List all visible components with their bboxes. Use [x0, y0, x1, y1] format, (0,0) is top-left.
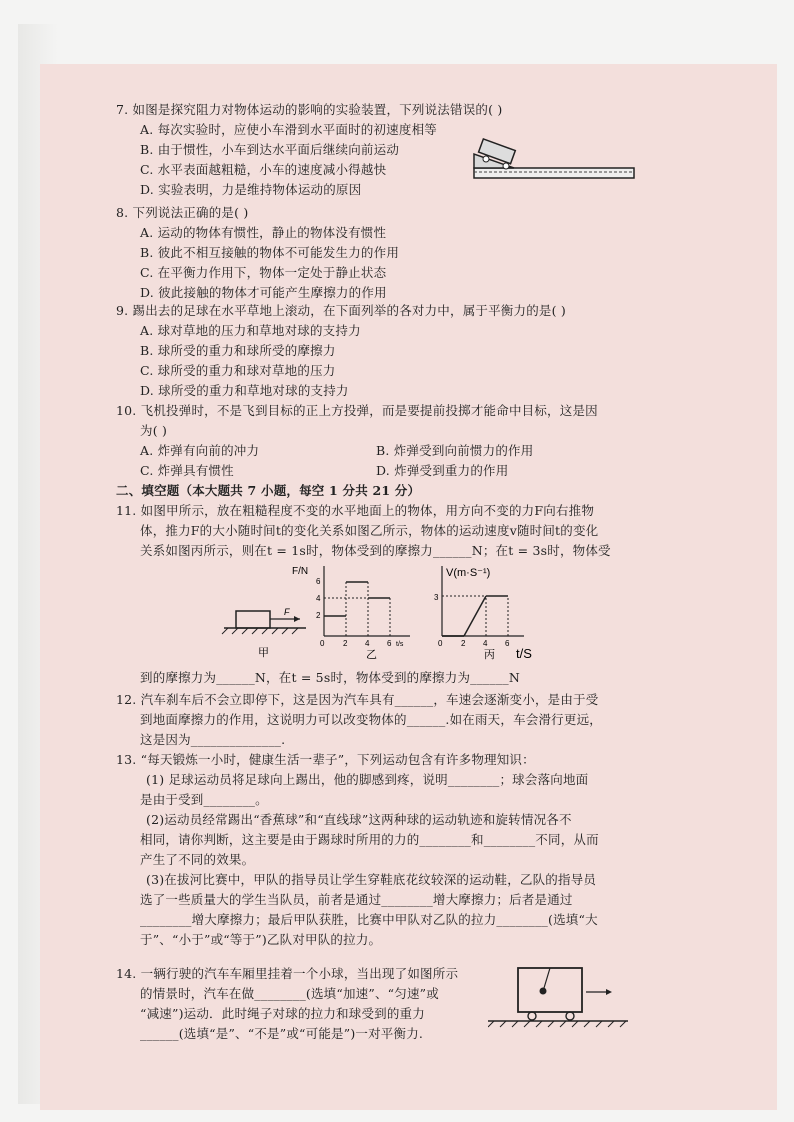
figure-jia	[222, 607, 306, 659]
question-14-line2: 的情景时，汽车在做________(选填“加速”、“匀速”或	[140, 986, 439, 1001]
q10-option-b: B. 炸弹受到向前惯力的作用	[376, 443, 534, 458]
time-axis-label-2: t/S	[516, 646, 532, 661]
question-11-line3: 关系如图丙所示，则在t = 1s时，物体受到的摩擦力______N；在t = 3s时，物体受	[140, 543, 611, 558]
f-tick-6: 6	[316, 577, 321, 586]
f-tick-4: 4	[316, 594, 321, 603]
question-14-line3: “减速”)运动．此时绳子对球的拉力和球受到的重力	[140, 1006, 425, 1021]
label-jia: 甲	[258, 647, 269, 659]
velocity-axis-label: V(m·S⁻¹)	[446, 567, 491, 579]
q13-part2-end: 产生了不同的效果。	[140, 852, 255, 867]
q8-option-a: A. 运动的物体有惯性，静止的物体没有惯性	[140, 225, 387, 240]
vt-tick-6: 6	[505, 639, 510, 648]
q7-option-a: A. 每次实验时，应使小车滑到水平面时的初速度相等	[140, 122, 437, 137]
force-arrow-label: F	[284, 607, 290, 617]
force-axis-label: F/N	[292, 566, 309, 577]
q8-option-b: B. 彼此不相互接触的物体不可能发生力的作用	[140, 245, 400, 260]
vt-tick-0: 0	[438, 639, 443, 648]
question-7: 7. 如图是探究阻力对物体运动的影响的实验装置，下列说法错误的( )	[116, 102, 503, 117]
question-11: 11. 如图甲所示，放在粗糙程度不变的水平地面上的物体，用方向不变的力F向右推物	[116, 503, 595, 518]
q8-option-c: C. 在平衡力作用下，物体一定处于静止状态	[140, 265, 387, 280]
question-10: 10. 飞机投弹时，不是飞到目标的正上方投弹，而是要提前投掷才能命中目标，这是因	[116, 403, 598, 418]
question-14: 14. 一辆行驶的汽车车厢里挂着一个小球，当出现了如图所示	[116, 966, 459, 981]
q13-part1-cont: 是由于受到________。	[140, 792, 268, 807]
time-axis-label: t/s	[396, 641, 404, 648]
vt-tick-4: 4	[483, 639, 488, 648]
question-10-cont: 为( )	[140, 423, 168, 438]
q8-option-d: D. 彼此接触的物体才可能产生摩擦力的作用	[140, 285, 387, 300]
label-bing: 丙	[484, 649, 495, 661]
t-tick-0: 0	[320, 639, 325, 648]
q13-part3-end: 于”、“小于”或“等于”)乙队对甲队的拉力。	[140, 932, 382, 947]
figure-yi-force-graph	[292, 566, 410, 661]
q7-option-c: C. 水平表面越粗糙，小车的速度减小得越快	[140, 162, 387, 177]
q13-part3: (3)在拔河比赛中，甲队的指导员让学生穿鞋底花纹较深的运动鞋，乙队的指导员	[146, 872, 597, 887]
v-tick-3: 3	[434, 593, 439, 602]
question-13: 13. “每天锻炼一小时，健康生活一辈子”，下列运动包含有许多物理知识：	[116, 752, 535, 767]
q11-figures	[220, 562, 550, 664]
t-tick-2: 2	[343, 639, 348, 648]
q13-part2: (2)运动员经常踢出“香蕉球”和“直线球”这两种球的运动轨迹和旋转情况各不	[146, 812, 572, 827]
q13-part3-cont2: ________增大摩擦力；最后甲队获胜，比赛中甲队对乙队的拉力________(选填“大	[140, 912, 598, 927]
figure-bing-velocity-graph	[434, 566, 532, 661]
q13-part2-cont: 相同，请你判断，这主要是由于踢球时所用的力的________和________不同，从而	[140, 832, 599, 847]
t-tick-4: 4	[365, 639, 370, 648]
q10-option-a: A. 炸弹有向前的冲力	[140, 443, 260, 458]
question-12: 12. 汽车刹车后不会立即停下，这是因为汽车具有______，车速会逐渐变小，是由于受	[116, 692, 599, 707]
q7-option-d: D. 实验表明，力是维持物体运动的原因	[140, 182, 362, 197]
question-12-line2: 到地面摩擦力的作用，这说明力可以改变物体的______.如在雨天，车会滑行更远，	[140, 712, 602, 727]
q9-option-a: A. 球对草地的压力和草地对球的支持力	[140, 323, 361, 338]
question-11-line4: 到的摩擦力为______N，在t = 5s时，物体受到的摩擦力为______N	[140, 670, 520, 685]
q9-option-c: C. 球所受的重力和球对草地的压力	[140, 363, 336, 378]
q7-option-b: B. 由于惯性，小车到达水平面后继续向前运动	[140, 142, 400, 157]
f-tick-2: 2	[316, 611, 321, 620]
q9-option-d: D. 球所受的重力和草地对球的支持力	[140, 383, 349, 398]
label-yi: 乙	[366, 649, 377, 661]
question-14-line4: ______(选填“是”、“不是”或“可能是”)一对平衡力.	[140, 1026, 424, 1041]
vt-tick-2: 2	[461, 639, 466, 648]
car-pendulum-figure	[488, 962, 630, 1038]
q13-part3-cont: 选了一些质量大的学生当队员，前者是通过________增大摩擦力；后者是通过	[140, 892, 573, 907]
q9-option-b: B. 球所受的重力和球所受的摩擦力	[140, 343, 336, 358]
section-2-heading: 二、填空题（本大题共 7 小题，每空 1 分共 21 分）	[116, 483, 421, 498]
question-12-line3: 这是因为______________.	[140, 732, 286, 747]
q13-part1: (1) 足球运动员将足球向上踢出，他的脚感到疼，说明________；球会落向地面	[146, 772, 589, 787]
question-9: 9. 踢出去的足球在水平草地上滚动，在下面列举的各对力中，属于平衡力的是( )	[116, 303, 566, 318]
ramp-cart-figure	[466, 126, 638, 184]
question-8: 8. 下列说法正确的是( )	[116, 205, 249, 220]
q10-option-d: D. 炸弹受到重力的作用	[376, 463, 509, 478]
question-11-line2: 体，推力F的大小随时间t的变化关系如图乙所示，物体的运动速度v随时间t的变化	[140, 523, 599, 538]
q10-option-c: C. 炸弹具有惯性	[140, 463, 234, 478]
t-tick-6: 6	[387, 639, 392, 648]
